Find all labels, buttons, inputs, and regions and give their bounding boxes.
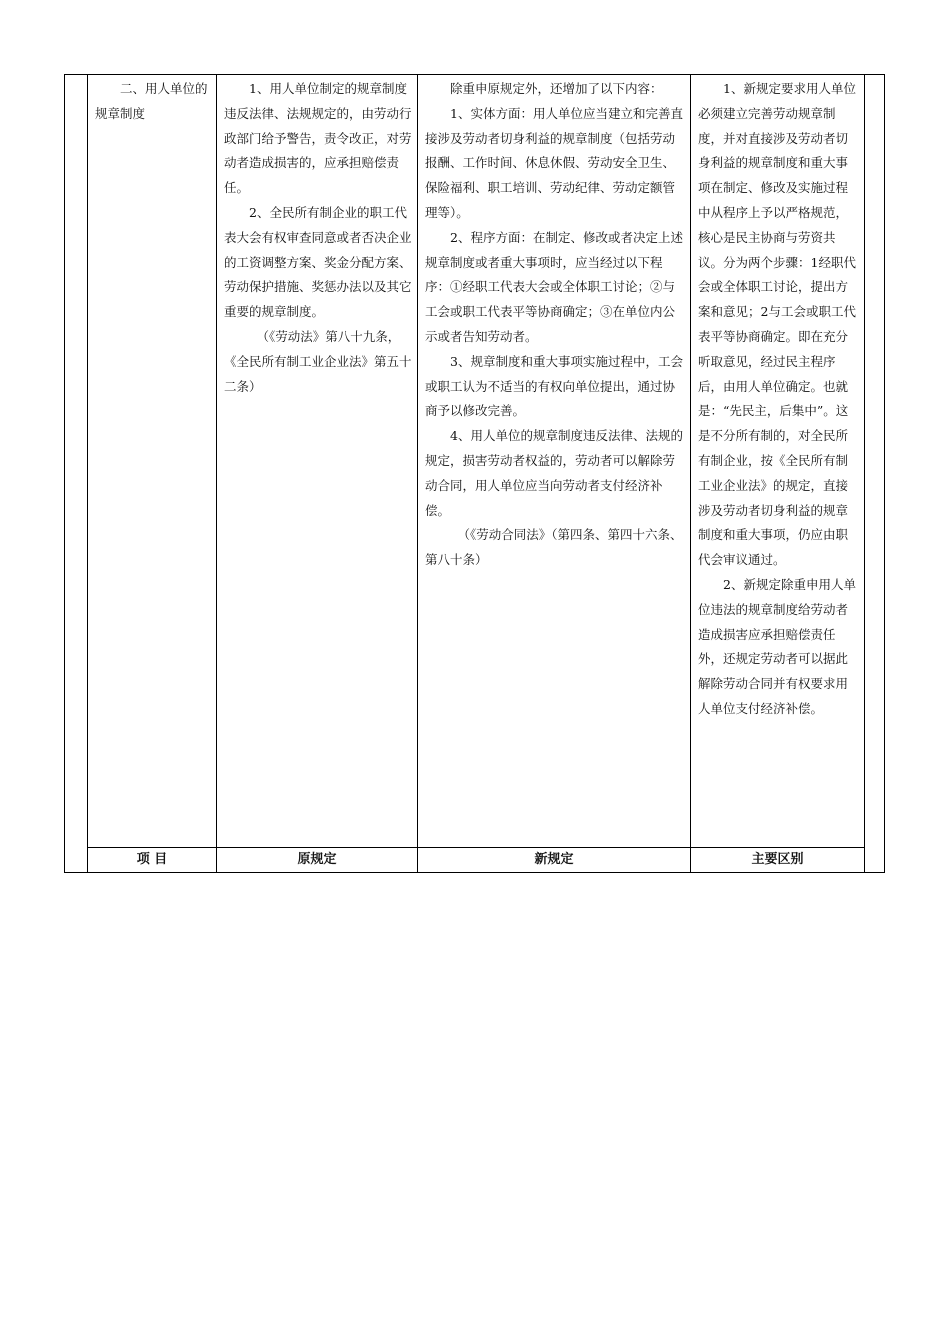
new-citation: （《劳动合同法》（第四条、第四十六条、第八十条） [425, 527, 683, 568]
item-cell [88, 75, 217, 848]
new-cell [418, 75, 691, 848]
new-para-intro: 除重申原规定外，还增加了以下内容： [450, 81, 663, 96]
header-row [88, 848, 865, 873]
difference-para-2: 2、新规定除重申用人单位违法的规章制度给劳动者造成损害应承担赔偿责任外，还规定劳动者可以据此解除劳动合同并有权要求用人单位支付经济补偿。 [698, 576, 856, 716]
original-cell [217, 75, 418, 848]
new-para-3: 3、规章制度和重大事项实施过程中，工会或职工认为不适当的有权向单位提出，通过协商予以修改完善。 [425, 353, 683, 419]
new-para-2: 2、程序方面：在制定、修改或者决定上述规章制度或者重大事项时，应当经过以下程序：①经职工代表大会或全体职工讨论；②与工会或职工代表平等协商确定；③在单位内公示或者告知劳动者。 [425, 229, 683, 344]
comparison-table [87, 74, 865, 873]
header-new: 新规定 [418, 848, 691, 873]
new-para-1: 1、实体方面：用人单位应当建立和完善直接涉及劳动者切身利益的规章制度（包括劳动报酬、工作时间、休息休假、劳动安全卫生、保险福利、职工培训、劳动纪律、劳动定额管理等）。 [425, 105, 683, 220]
difference-cell [691, 75, 865, 848]
new-para-4: 4、用人单位的规章制度违反法律、法规的规定，损害劳动者权益的，劳动者可以解除劳动合同，用人单位应当向劳动者支付经济补偿。 [425, 428, 683, 518]
difference-para-1: 1、新规定要求用人单位必须建立完善劳动规章制度，并对直接涉及劳动者切身利益的规章制度和重大事项在制定、修改及实施过程中从程序上予以严格规范，核心是民主协商与劳资共议。分为两个步骤：1经职代会或全体职工讨论，提出方案和意见；2与工会或职工代表平等协商确定。即在充分听取意见，经过民主程序后，由用人单位确定。也就是：“先民主，后集中”。这是不分所有制的，对全民所有制企业，按《全民所有制工业企业法》的规定，直接涉及劳动者切身利益的规章制度和重大事项，仍应由职代会审议通过。 [698, 81, 856, 568]
item-text: 二、用人单位的规章制度 [95, 81, 208, 121]
original-para-1: 1、用人单位制定的规章制度违反法律、法规规定的，由劳动行政部门给予警告，责令改正，对劳动者造成损害的，应承担赔偿责任。 [224, 81, 412, 196]
original-para-2: 2、全民所有制企业的职工代表大会有权审查同意或者否决企业的工资调整方案、奖金分配方案、劳动保护措施、奖惩办法以及其它重要的规章制度。 [224, 204, 412, 320]
table-row [88, 75, 865, 848]
header-original: 原规定 [217, 848, 418, 873]
header-difference: 主要区别 [691, 848, 865, 873]
header-item: 项 目 [88, 848, 217, 873]
original-citation: （《劳动法》第八十九条，《全民所有制工业企业法》第五十二条） [224, 328, 412, 394]
